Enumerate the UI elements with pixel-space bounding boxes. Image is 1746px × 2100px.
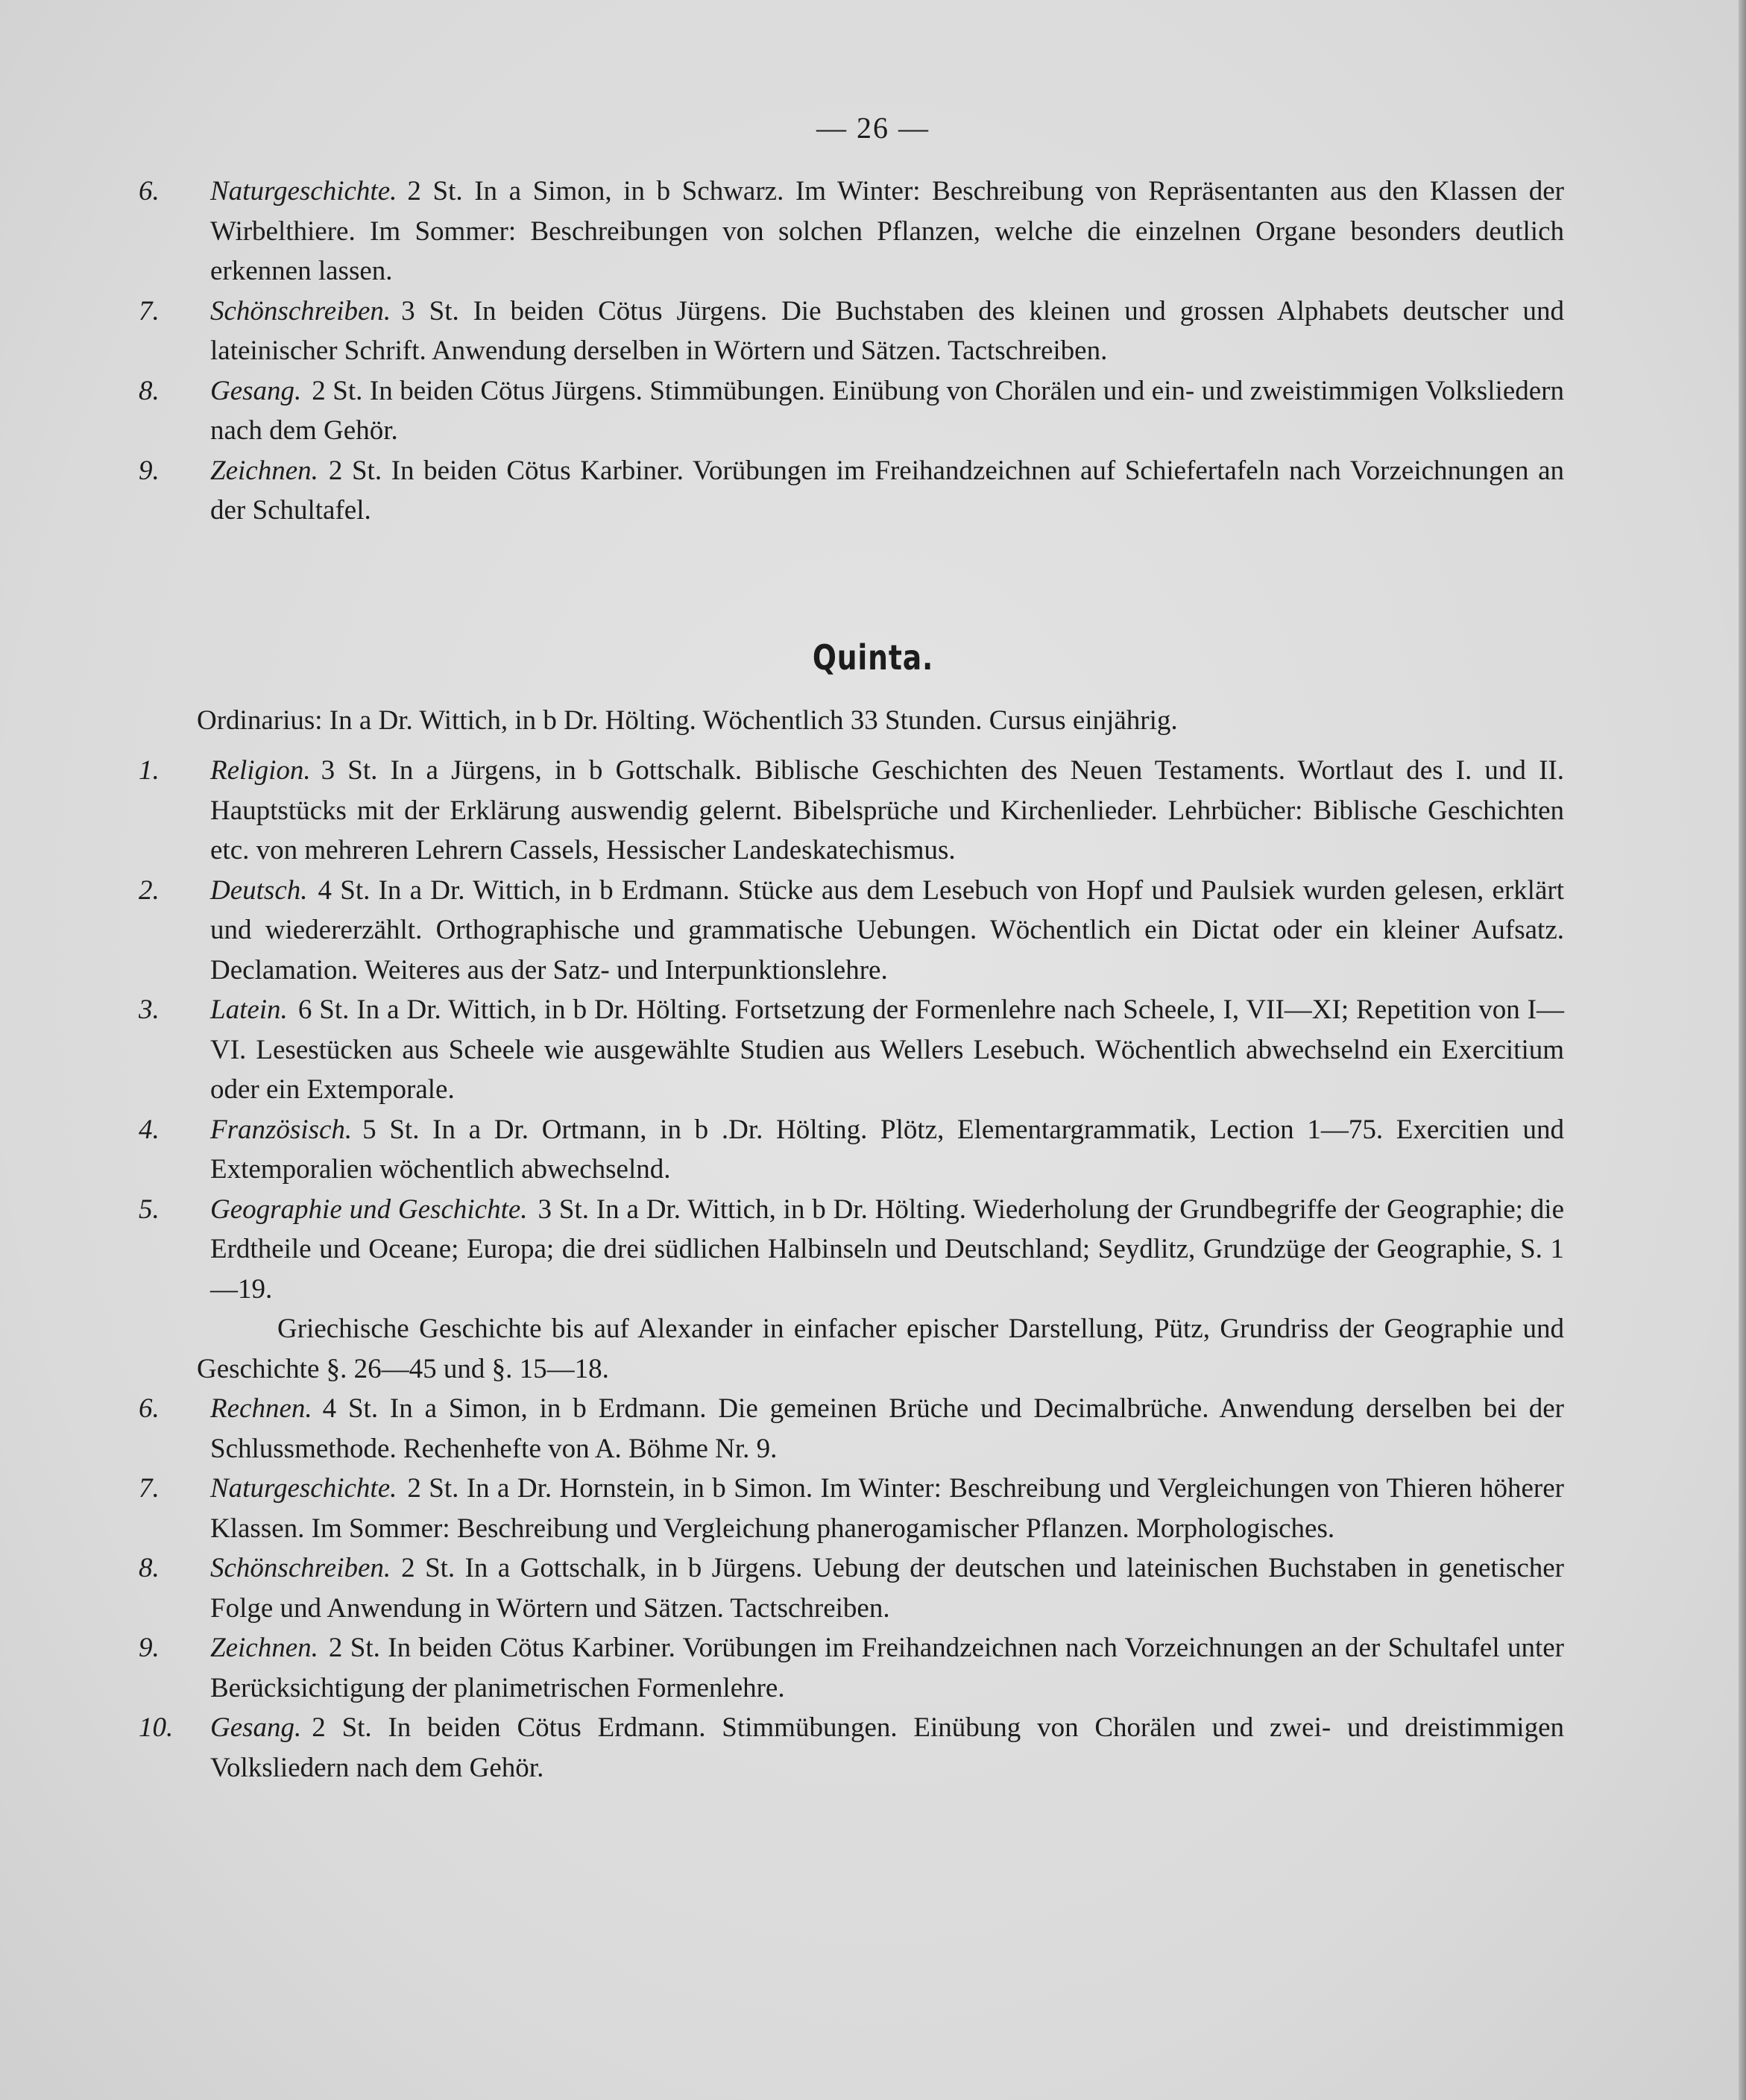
- item-text: 3 St. In a Jürgens, in b Gottschalk. Biblische Geschichten des Neuen Testaments. Wortlaut des I. und II. Hauptstücks mit der Erklärung auswendig gelernt. Bibelsprüche und Kirchenlieder. Lehrbücher: Biblische Geschichten etc. von mehreren Lehrern Cassels, Hessischer Landeskatechismus.: [210, 755, 1564, 865]
- section-heading: Quinta.: [812, 637, 934, 678]
- item-number: 2.: [139, 874, 160, 906]
- item-number: 6.: [139, 1393, 160, 1424]
- item-subject: Gesang.: [210, 375, 302, 406]
- item-number: 4.: [139, 1114, 160, 1145]
- item-subject: Geographie und Geschichte.: [210, 1194, 528, 1225]
- item-number: 9.: [139, 1633, 160, 1663]
- ordinarius-line: Ordinarius: In a Dr. Wittich, in b Dr. Hölting. Wöchentlich 33 Stunden. Cursus einjährig.: [197, 705, 1178, 736]
- item-subject: Naturgeschichte.: [210, 176, 397, 206]
- list-item: [139, 171, 1564, 291]
- item-text: 3 St. In beiden Cötus Jürgens. Die Buchstaben des kleinen und grossen Alphabets deutscher und lateinischer Schrift. Anwendung derselben in Wörtern und Sätzen. Tactschreiben.: [210, 295, 1564, 366]
- item-text: 4 St. In a Simon, in b Erdmann. Die gemeinen Brüche und Decimalbrüche. Anwendung derselben bei der Schlussmethode. Rechenhefte von A. Böhme Nr. 9.: [210, 1393, 1564, 1464]
- item-subject: Schönschreiben.: [210, 295, 391, 327]
- list-item: [139, 1708, 1564, 1788]
- item-text: 2 St. In beiden Cötus Erdmann. Stimmübungen. Einübung von Chorälen und zwei- und dreistimmigen Volksliedern nach dem Gehör.: [210, 1712, 1564, 1783]
- item-text: 2 St. In beiden Cötus Jürgens. Stimmübungen. Einübung von Chorälen und ein- und zweistimmigen Volksliedern nach dem Gehör.: [210, 375, 1564, 446]
- item-number: 8.: [139, 375, 160, 406]
- item-subject: Französisch.: [210, 1114, 353, 1145]
- item-text: 2 St. In a Gottschalk, in b Jürgens. Uebung der deutschen und lateinischen Buchstaben in genetischer Folge und Anwendung in Wörtern und Sätzen. Tactschreiben.: [210, 1553, 1564, 1624]
- item-number: 7.: [139, 295, 160, 327]
- list-item: [139, 751, 1564, 871]
- item-subject: Schönschreiben.: [210, 1553, 391, 1583]
- item-text: 2 St. In beiden Cötus Karbiner. Vorübungen im Freihandzeichnen nach Vorzeichnungen an der Schultafel unter Berücksichtigung der planimetrischen Formenlehre.: [210, 1633, 1564, 1703]
- list-item: [139, 1389, 1564, 1469]
- list-item: [139, 871, 1564, 991]
- item-number: 1.: [139, 755, 160, 786]
- item-subject: Latein.: [210, 994, 288, 1025]
- list-item: [139, 1548, 1564, 1628]
- list-item: [139, 990, 1564, 1110]
- list-item: [139, 1190, 1564, 1310]
- item-subject: Zeichnen.: [210, 455, 318, 486]
- item-subject: Rechnen.: [210, 1393, 312, 1424]
- list-item: [139, 371, 1564, 451]
- item-text: 3 St. In a Dr. Wittich, in b Dr. Hölting. Wiederholung der Grundbegriffe der Geographie; die Erdtheile und Oceane; Europa; die drei südlichen Halbinseln und Deutschland; Seydlitz, Grundzüge der Geographie, S. 1—19.: [210, 1194, 1564, 1305]
- list-item: [139, 291, 1564, 371]
- item-text: 2 St. In a Dr. Hornstein, in b Simon. Im Winter: Beschreibung und Vergleichungen von Thieren höherer Klassen. Im Sommer: Beschreibung und Vergleichung phanerogamischer Pflanzen. Morphologisches.: [210, 1473, 1564, 1544]
- page-number: — 26 —: [816, 111, 930, 145]
- item-text: 6 St. In a Dr. Wittich, in b Dr. Hölting. Fortsetzung der Formenlehre nach Scheele, I, VII—XI; Repetition von I—VI. Lesestücken aus Scheele wie ausgewählte Studien aus Wellers Lesebuch. Wöchentlich abwechselnd ein Exercitium oder ein Extemporale.: [210, 994, 1564, 1105]
- item-subject: Zeichnen.: [210, 1633, 318, 1663]
- section-quinta: [139, 751, 1564, 1788]
- continuation-paragraph: Griechische Geschichte bis auf Alexander in einfacher epischer Darstellung, Pütz, Grundriss der Geographie und Geschichte §. 26—45 und §. 15—18.: [197, 1314, 1564, 1384]
- list-item: [139, 1110, 1564, 1190]
- item-text: 5 St. In a Dr. Ortmann, in b .Dr. Hölting. Plötz, Elementargrammatik, Lection 1—75. Exercitien und Extemporalien wöchentlich abwechselnd.: [210, 1114, 1564, 1185]
- item-number: 5.: [139, 1194, 160, 1225]
- item-subject: Naturgeschichte.: [210, 1473, 397, 1504]
- item-text: 2 St. In beiden Cötus Karbiner. Vorübungen im Freihandzeichnen auf Schiefertafeln nach Vorzeichnungen an der Schultafel.: [210, 455, 1564, 526]
- item-subject: Gesang.: [210, 1712, 302, 1743]
- item-number: 8.: [139, 1553, 160, 1583]
- item-number: 10.: [139, 1712, 174, 1743]
- page-edge-shadow: [1739, 0, 1746, 2100]
- list-item: [139, 1628, 1564, 1708]
- item-subject: Deutsch.: [210, 874, 308, 906]
- item-text: 2 St. In a Simon, in b Schwarz. Im Winter: Beschreibung von Repräsentanten aus den Klassen der Wirbelthiere. Im Sommer: Beschreibungen von solchen Pflanzen, welche die einzelnen Organe besonders deutlich erkennen lassen.: [210, 176, 1564, 286]
- section-sexta-continued: [139, 171, 1564, 531]
- item-subject: Religion.: [210, 755, 311, 786]
- item-number: 7.: [139, 1473, 160, 1504]
- item-number: 9.: [139, 455, 160, 486]
- item-text: 4 St. In a Dr. Wittich, in b Erdmann. Stücke aus dem Lesebuch von Hopf und Paulsiek wurden gelesen, erklärt und wiedererzählt. Orthographische und grammatische Uebungen. Wöchentlich ein Dictat oder ein kleiner Aufsatz. Declamation. Weiteres aus der Satz- und Interpunktionslehre.: [210, 874, 1564, 986]
- item-number: 6.: [139, 176, 160, 206]
- list-item: [139, 451, 1564, 531]
- item-number: 3.: [139, 994, 160, 1025]
- list-item: [139, 1469, 1564, 1548]
